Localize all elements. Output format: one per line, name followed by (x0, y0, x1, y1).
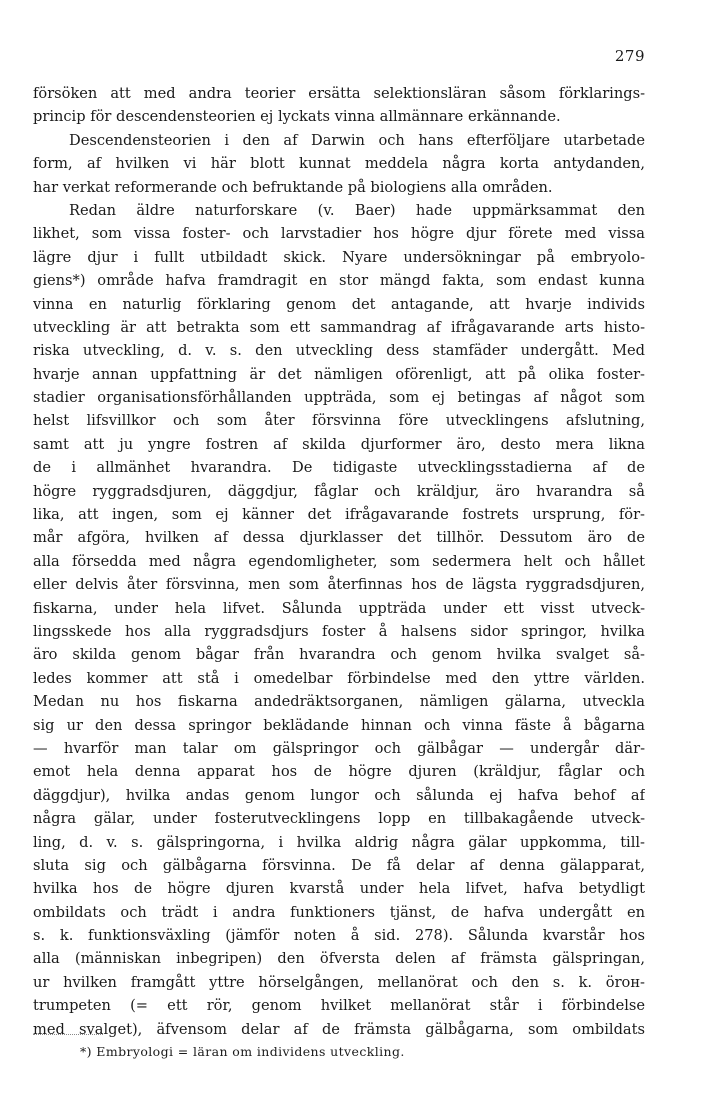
text-line: alla (människan inbegripen) den öfversta delen af främsta gälspringan, (33, 950, 645, 968)
text-line: ledes kommer att stå i omedelbar förbindelse med den yttre världen. (33, 669, 645, 687)
text-line: eller delvis åter försvinna, men som återfinnas hos de lägsta ryggradsdjuren, (33, 576, 645, 594)
footnote: *) Embryologi = läran om individens utveckling. (80, 1044, 405, 1059)
text-line: trumpeten (= ett rör, genom hvilket mellanörat står i förbindelse (33, 997, 645, 1015)
text-line: med svalget), äfvensom delar af de främsta gälbågarna, som ombildats (33, 1020, 645, 1038)
text-line: vinna en naturlig förklaring genom det antagande, att hvarje individs (33, 295, 645, 313)
text-line: högre ryggradsdjuren, däggdjur, fåglar och kräldjur, äro hvarandra så (33, 482, 645, 500)
text-line: helst lifsvillkor och som åter försvinna före utvecklingens afslutning, (33, 412, 645, 430)
text-line: lägre djur i fullt utbildadt skick. Nyare undersökningar på embryolo- (33, 248, 645, 266)
text-line: ur hvilken framgått yttre hörselgången, mellanörat och den s. k. örон- (33, 973, 645, 991)
footnote-separator (33, 1034, 103, 1035)
text-line: mår afgöra, hvilken af dessa djurklasser det tillhör. Dessutom äro de (33, 529, 645, 547)
text-line: emot hela denna apparat hos de högre djuren (kräldjur, fåglar och (33, 763, 645, 781)
text-line: s. k. funktionsväxling (jämför noten å sid. 278). Sålunda kvarstår hos (33, 927, 645, 945)
text-line: riska utveckling, d. v. s. den utveckling dess stamfäder undergått. Med (33, 342, 645, 360)
text-line: försöken att med andra teorier ersätta selektionsläran såsom förklarings- (33, 85, 645, 102)
text-line: sig ur den dessa springor beklädande hinnan och vinna fäste å bågarna (33, 716, 645, 734)
text-line: Descendensteorien i den af Darwin och hans efterföljare utarbetade (69, 131, 645, 149)
text-line: stadier organisationsförhållanden uppträda, som ej betingas af något som (33, 389, 645, 407)
text-line: lingsskede hos alla ryggradsdjurs foster å halsens sidor springor, hvilka (33, 622, 645, 640)
text-line: Medan nu hos fiskarna andedräktsorganen, nämligen gälarna, utveckla (33, 693, 645, 711)
text-line: sluta sig och gälbågarna försvinna. De få delar af denna gälapparat, (33, 856, 645, 874)
text-line: de i allmänhet hvarandra. De tidigaste utvecklingsstadierna af de (33, 459, 645, 477)
text-line: alla försedda med några egendomligheter, som sedermera helt och hållet (33, 552, 645, 570)
text-line: fiskarna, under hela lifvet. Sålunda uppträda under ett visst utveck- (33, 599, 645, 617)
text-line: några gälar, under fosterutvecklingens lopp en tillbakagående utveck- (33, 810, 645, 828)
text-line: — hvarför man talar om gälspringor och gälbågar — undergår där- (33, 739, 645, 757)
text-line: däggdjur), hvilka andas genom lungor och sålunda ej hafva behof af (33, 786, 645, 804)
text-line: lika, att ingen, som ej känner det ifrågavarande fostrets ursprung, för- (33, 506, 645, 524)
text-line: princip för descendensteorien ej lyckats vinna allmännare erkännande. (33, 108, 561, 126)
text-line: likhet, som vissa foster- och larvstadier hos högre djur förete med vissa (33, 225, 645, 243)
text-line: hvarje annan uppfattning är det nämligen oförenligt, att på olika foster- (33, 365, 645, 383)
text-line: utveckling är att betrakta som ett sammandrag af ifrågavarande arts histo- (33, 318, 645, 336)
text-line: Redan äldre naturforskare (v. Baer) hade uppmärksammat den (69, 201, 645, 219)
text-line: hvilka hos de högre djuren kvarstå under hela lifvet, hafva betydligt (33, 880, 645, 898)
text-line: ombildats och trädt i andra funktioners tjänst, de hafva undergått en (33, 903, 645, 921)
text-line: ling, d. v. s. gälspringorna, i hvilka aldrig några gälar uppkomma, till- (33, 833, 645, 851)
text-line: äro skilda genom bågar från hvarandra och genom hvilka svalget så- (33, 646, 645, 664)
text-line: har verkat reformerande och befruktande på biologiens alla områden. (33, 178, 553, 196)
page-number: 279 (614, 47, 645, 65)
text-line: samt att ju yngre fostren af skilda djurformer äro, desto mera likna (33, 435, 645, 453)
body-text (33, 82, 645, 1041)
text-line: form, af hvilken vi här blott kunnat meddela några korta antydanden, (33, 155, 645, 173)
text-line: giens*) område hafva framdragit en stor mängd fakta, som endast kunna (33, 272, 645, 290)
